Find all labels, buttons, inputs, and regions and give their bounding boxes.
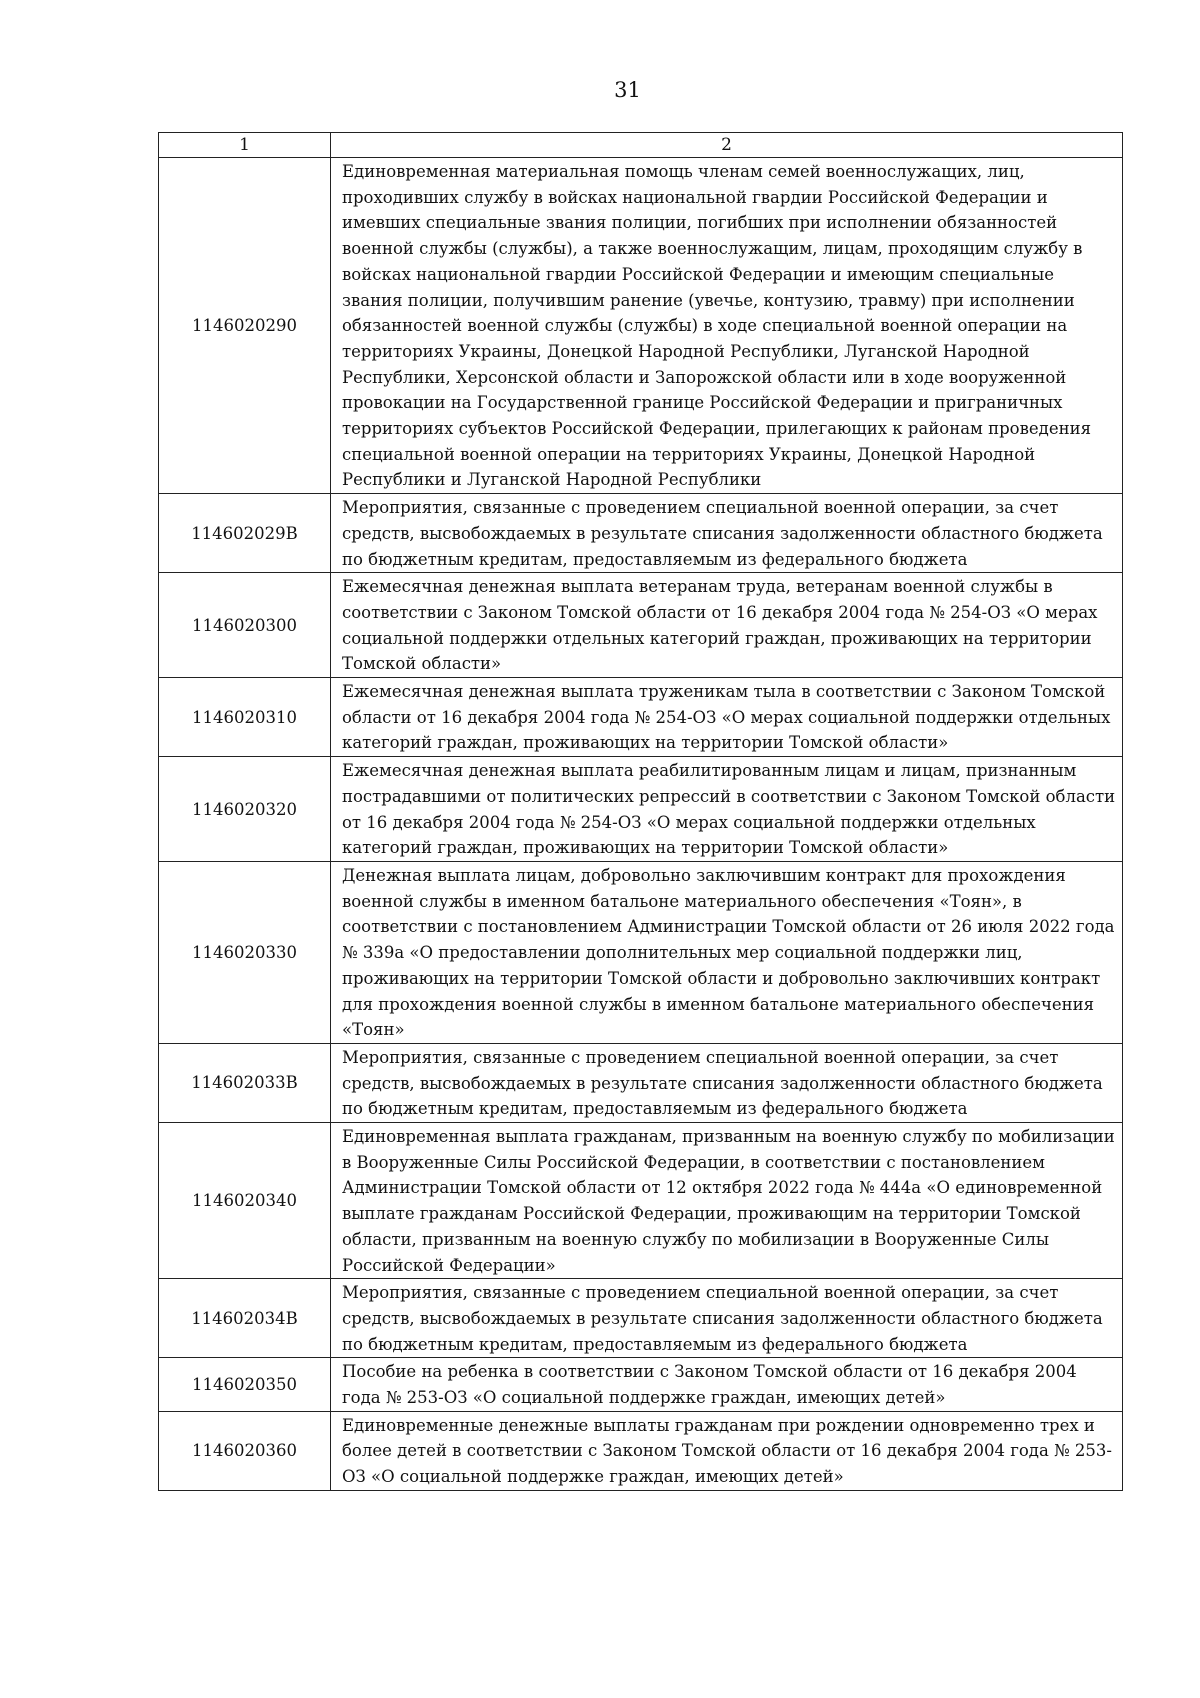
table-row <box>159 1358 1123 1411</box>
row-code: 1146020340 <box>159 1123 331 1279</box>
row-code: 1146020320 <box>159 757 331 862</box>
table-row <box>159 1043 1123 1122</box>
row-description: Мероприятия, связанные с проведением специальной военной операции, за счет средств, высвобождаемых в результате списания задолженности областного бюджета по бюджетным кредитам, предоставляемым из федерального бюджета <box>331 1043 1123 1122</box>
table-row <box>159 1123 1123 1279</box>
row-description: Единовременная материальная помощь членам семей военнослужащих, лиц, проходивших службу в войсках национальной гвардии Российской Федерации и имевших специальные звания полиции, погибших при исполнении обязанностей военной службы (службы), а также военнослужащим, лицам, проходящим службу в войсках национальной гвардии Российской Федерации и имеющим специальные звания полиции, получившим ранение (увечье, контузию, травму) при исполнении обязанностей военной службы (службы) в ходе специальной военной операции на территориях Украины, Донецкой Народной Республики, Луганской Народной Республики, Херсонской области и Запорожской области или в ходе вооруженной провокации на Государственной границе Российской Федерации и приграничных территориях субъектов Российской Федерации, прилегающих к районам проведения специальной военной операции на территориях Украины, Донецкой Народной Республики и Луганской Народной Республики <box>331 158 1123 494</box>
table-row <box>159 1411 1123 1490</box>
budget-classification-table <box>158 132 1123 1491</box>
row-code: 1146020350 <box>159 1358 331 1411</box>
table-row <box>159 861 1123 1043</box>
row-code: 1146020290 <box>159 158 331 494</box>
row-description: Ежемесячная денежная выплата труженикам тыла в соответствии с Законом Томской области от 16 декабря 2004 года № 254-ОЗ «О мерах социальной поддержки отдельных категорий граждан, проживающих на территории Томской области» <box>331 678 1123 757</box>
row-description: Мероприятия, связанные с проведением специальной военной операции, за счет средств, высвобождаемых в результате списания задолженности областного бюджета по бюджетным кредитам, предоставляемым из федерального бюджета <box>331 1279 1123 1358</box>
row-description: Ежемесячная денежная выплата ветеранам труда, ветеранам военной службы в соответствии с Законом Томской области от 16 декабря 2004 года № 254-ОЗ «О мерах социальной поддержки отдельных категорий граждан, проживающих на территории Томской области» <box>331 573 1123 678</box>
table-row <box>159 678 1123 757</box>
row-description: Денежная выплата лицам, добровольно заключившим контракт для прохождения военной службы в именном батальоне материального обеспечения «Тоян», в соответствии с постановлением Администрации Томской области от 26 июля 2022 года № 339а «О предоставлении дополнительных мер социальной поддержки лиц, проживающих на территории Томской области и добровольно заключивших контракт для прохождения военной службы в именном батальоне материального обеспечения «Тоян» <box>331 861 1123 1043</box>
row-code: 1146020310 <box>159 678 331 757</box>
page-number: 31 <box>614 78 641 102</box>
row-description: Единовременная выплата гражданам, призванным на военную службу по мобилизации в Вооруженные Силы Российской Федерации, в соответствии с постановлением Администрации Томской области от 12 октября 2022 года № 444а «О единовременной выплате гражданам Российской Федерации, проживающим на территории Томской области, призванным на военную службу по мобилизации в Вооруженные Силы Российской Федерации» <box>331 1123 1123 1279</box>
column-header-2: 2 <box>331 133 1123 158</box>
table-row <box>159 158 1123 494</box>
table-row <box>159 757 1123 862</box>
row-description: Мероприятия, связанные с проведением специальной военной операции, за счет средств, высвобождаемых в результате списания задолженности областного бюджета по бюджетным кредитам, предоставляемым из федерального бюджета <box>331 494 1123 573</box>
column-header-1: 1 <box>159 133 331 158</box>
row-code: 114602029В <box>159 494 331 573</box>
table-header-row <box>159 133 1123 158</box>
row-code: 114602033В <box>159 1043 331 1122</box>
row-description: Ежемесячная денежная выплата реабилитированным лицам и лицам, признанным пострадавшими от политических репрессий в соответствии с Законом Томской области от 16 декабря 2004 года № 254-ОЗ «О мерах социальной поддержки отдельных категорий граждан, проживающих на территории Томской области» <box>331 757 1123 862</box>
row-code: 1146020330 <box>159 861 331 1043</box>
row-description: Единовременные денежные выплаты гражданам при рождении одновременно трех и более детей в соответствии с Законом Томской области от 16 декабря 2004 года № 253-ОЗ «О социальной поддержке граждан, имеющих детей» <box>331 1411 1123 1490</box>
row-code: 1146020300 <box>159 573 331 678</box>
table-row <box>159 573 1123 678</box>
table-row <box>159 494 1123 573</box>
row-code: 1146020360 <box>159 1411 331 1490</box>
table-row <box>159 1279 1123 1358</box>
row-code: 114602034В <box>159 1279 331 1358</box>
row-description: Пособие на ребенка в соответствии с Законом Томской области от 16 декабря 2004 года № 253-ОЗ «О социальной поддержке граждан, имеющих детей» <box>331 1358 1123 1411</box>
